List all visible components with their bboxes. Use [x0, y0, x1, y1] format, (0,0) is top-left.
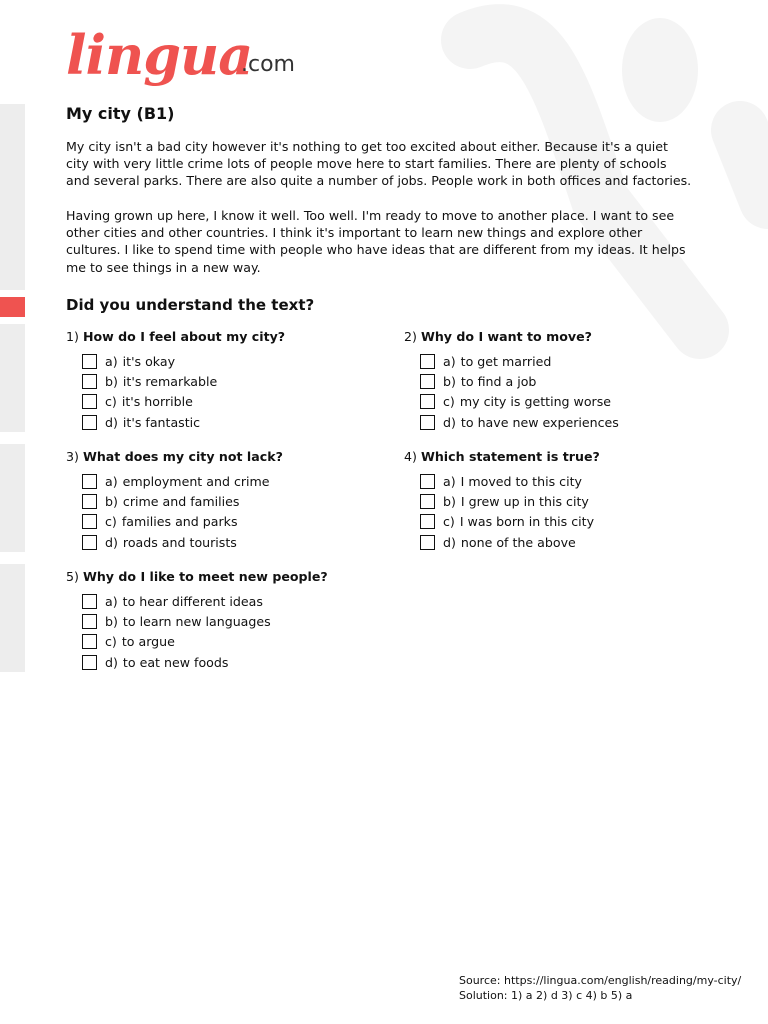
- answer-option[interactable]: [404, 412, 724, 432]
- answer-checkbox[interactable]: [82, 655, 97, 670]
- answer-checkbox[interactable]: [82, 394, 97, 409]
- side-tab: [0, 324, 25, 432]
- option-letter: d): [105, 414, 118, 430]
- option-letter: c): [105, 634, 117, 650]
- option-text: to hear different ideas: [122, 593, 263, 609]
- answer-option[interactable]: [66, 491, 386, 511]
- option-letter: d): [105, 534, 118, 550]
- question-number: 2): [404, 329, 417, 344]
- answer-checkbox[interactable]: [420, 535, 435, 550]
- answer-option[interactable]: [66, 591, 386, 611]
- answer-checkbox[interactable]: [420, 474, 435, 489]
- answer-checkbox[interactable]: [82, 354, 97, 369]
- side-tab: [0, 104, 25, 290]
- option-letter: a): [105, 473, 118, 489]
- option-text: to argue: [121, 634, 175, 650]
- question-1: [66, 328, 386, 432]
- answer-checkbox[interactable]: [420, 394, 435, 409]
- logo-wordmark: lingua: [66, 23, 253, 87]
- option-letter: c): [105, 394, 117, 410]
- page-footer: [459, 973, 741, 1003]
- option-letter: d): [443, 414, 456, 430]
- option-text: I grew up in this city: [460, 493, 589, 509]
- answer-option[interactable]: [404, 371, 724, 391]
- option-text: I was born in this city: [459, 514, 595, 530]
- question-4: [404, 448, 724, 552]
- answer-checkbox[interactable]: [82, 535, 97, 550]
- option-letter: b): [105, 493, 118, 509]
- option-letter: a): [443, 353, 456, 369]
- option-text: none of the above: [460, 534, 576, 550]
- answer-option[interactable]: [404, 532, 724, 552]
- option-letter: d): [443, 534, 456, 550]
- side-tab-active: [0, 297, 25, 317]
- option-letter: b): [105, 613, 118, 629]
- question-2: [404, 328, 724, 432]
- answer-checkbox[interactable]: [82, 494, 97, 509]
- option-text: crime and families: [122, 493, 240, 509]
- question-number: 4): [404, 449, 417, 464]
- text-paragraph-2: Having grown up here, I know it well. Too well. I'm ready to move to another place. I want to see other cities and other countries. I think it's important to learn new things and explore other cultures. I like to spend time with people who have ideas that are different from my ideas. It helps me to see things in a new way.: [66, 208, 686, 275]
- answer-checkbox[interactable]: [82, 594, 97, 609]
- option-text: to get married: [460, 353, 552, 369]
- answer-checkbox[interactable]: [82, 474, 97, 489]
- answer-checkbox[interactable]: [420, 494, 435, 509]
- option-letter: a): [105, 353, 118, 369]
- answer-checkbox[interactable]: [420, 514, 435, 529]
- option-text: employment and crime: [122, 473, 270, 489]
- side-tab: [0, 444, 25, 552]
- text-paragraph-1: My city isn't a bad city however it's nothing to get too excited about either. Because it's a quiet city with very little crime lots of people move here to start families. There are plenty of schools and several parks. There are also quite a number of jobs. People work in both offices and factories.: [66, 139, 692, 189]
- question-text: How do I feel about my city?: [82, 329, 286, 344]
- answer-option[interactable]: [66, 351, 386, 371]
- option-letter: a): [443, 473, 456, 489]
- answer-checkbox[interactable]: [420, 354, 435, 369]
- answer-option[interactable]: [66, 471, 386, 491]
- question-number: 1): [66, 329, 79, 344]
- section-heading: Did you understand the text?: [66, 296, 315, 314]
- option-text: to have new experiences: [460, 414, 619, 430]
- answer-option[interactable]: [66, 632, 386, 652]
- question-heading: [404, 448, 724, 471]
- option-text: to learn new languages: [122, 613, 271, 629]
- answer-option[interactable]: [404, 351, 724, 371]
- answer-option[interactable]: [66, 412, 386, 432]
- option-text: it's remarkable: [122, 373, 218, 389]
- answer-checkbox[interactable]: [420, 415, 435, 430]
- answer-option[interactable]: [404, 491, 724, 511]
- question-3: [66, 448, 386, 552]
- option-letter: a): [105, 593, 118, 609]
- answer-checkbox[interactable]: [82, 614, 97, 629]
- question-text: Why do I want to move?: [420, 329, 592, 344]
- option-text: my city is getting worse: [459, 394, 612, 410]
- option-letter: c): [105, 514, 117, 530]
- source-citation: Source: https://lingua.com/english/reading/my-city/: [459, 974, 742, 987]
- question-heading: [404, 328, 724, 351]
- answer-key: Solution: 1) a 2) d 3) c 4) b 5) a: [459, 989, 633, 1002]
- question-5: [66, 568, 386, 672]
- answer-option[interactable]: [404, 392, 724, 412]
- question-text: Why do I like to meet new people?: [82, 569, 328, 584]
- answer-option[interactable]: [66, 371, 386, 391]
- question-heading: [66, 568, 386, 591]
- question-text: What does my city not lack?: [82, 449, 283, 464]
- option-text: to eat new foods: [122, 654, 229, 670]
- option-letter: b): [443, 373, 456, 389]
- question-number: 3): [66, 449, 79, 464]
- answer-option[interactable]: [66, 512, 386, 532]
- answer-checkbox[interactable]: [82, 415, 97, 430]
- answer-checkbox[interactable]: [82, 514, 97, 529]
- option-text: it's okay: [122, 353, 176, 369]
- option-letter: b): [443, 493, 456, 509]
- logo-domain-suffix: .com: [241, 52, 295, 77]
- option-text: roads and tourists: [122, 534, 237, 550]
- answer-checkbox[interactable]: [420, 374, 435, 389]
- question-text: Which statement is true?: [420, 449, 600, 464]
- answer-option[interactable]: [404, 471, 724, 491]
- answer-option[interactable]: [404, 512, 724, 532]
- option-text: it's fantastic: [122, 414, 201, 430]
- option-text: I moved to this city: [460, 473, 582, 489]
- question-number: 5): [66, 569, 79, 584]
- lingua-logo: [63, 18, 293, 98]
- option-letter: c): [443, 394, 455, 410]
- option-text: families and parks: [121, 514, 238, 530]
- option-text: it's horrible: [121, 394, 193, 410]
- answer-checkbox[interactable]: [82, 634, 97, 649]
- page-title: My city (B1): [66, 104, 175, 123]
- option-letter: b): [105, 373, 118, 389]
- answer-option[interactable]: [66, 652, 386, 672]
- answer-option[interactable]: [66, 532, 386, 552]
- question-heading: [66, 448, 386, 471]
- answer-option[interactable]: [66, 392, 386, 412]
- answer-checkbox[interactable]: [82, 374, 97, 389]
- question-heading: [66, 328, 386, 351]
- answer-option[interactable]: [66, 611, 386, 631]
- side-tab: [0, 564, 25, 672]
- option-text: to find a job: [460, 373, 537, 389]
- option-letter: c): [443, 514, 455, 530]
- option-letter: d): [105, 654, 118, 670]
